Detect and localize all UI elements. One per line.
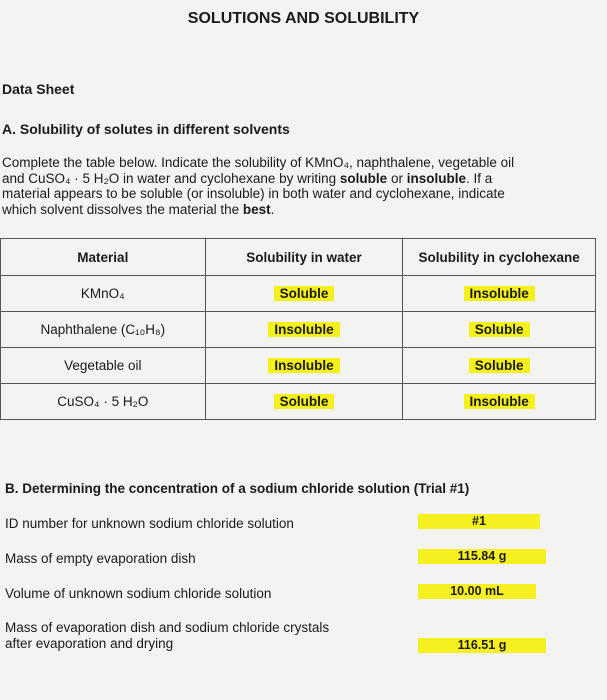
material-cell: KMnO₄ bbox=[1, 276, 206, 312]
material-cell: Vegetable oil bbox=[1, 348, 206, 384]
section-a-instructions bbox=[2, 155, 592, 217]
material-cell: Naphthalene (C₁₀H₈) bbox=[1, 312, 206, 348]
table-header-row bbox=[1, 239, 596, 276]
header-material: Material bbox=[1, 239, 206, 276]
header-cyclohexane: Solubility in cyclohexane bbox=[403, 239, 596, 276]
dish-crystals-value: 116.51 g bbox=[418, 638, 546, 653]
water-solubility-value: Soluble bbox=[274, 286, 335, 301]
data-sheet-heading: Data Sheet bbox=[2, 81, 75, 97]
cyclohexane-solubility-value: Soluble bbox=[469, 358, 530, 373]
table-row bbox=[1, 384, 596, 420]
table-row bbox=[1, 276, 596, 312]
instr-line-4: which solvent dissolves the material the best. bbox=[2, 201, 275, 217]
instr-line-1: Complete the table below. Indicate the solubility of KMnO₄, naphthalene, vegetable oil bbox=[2, 155, 515, 170]
id-number-label: ID number for unknown sodium chloride solution bbox=[5, 516, 294, 531]
solubility-table bbox=[0, 238, 596, 420]
table-row bbox=[1, 312, 596, 348]
empty-dish-value: 115.84 g bbox=[418, 549, 546, 564]
dish-crystals-label: Mass of evaporation dish and sodium chloride crystals after evaporation and drying bbox=[5, 620, 330, 651]
volume-label: Volume of unknown sodium chloride solution bbox=[5, 586, 272, 601]
header-water: Solubility in water bbox=[205, 239, 403, 276]
page-title: SOLUTIONS AND SOLUBILITY bbox=[187, 10, 420, 27]
instr-line-2: and CuSO₄ · 5 H₂O in water and cyclohexane by writing soluble or insoluble. If a bbox=[2, 170, 493, 186]
empty-dish-label: Mass of empty evaporation dish bbox=[5, 551, 196, 566]
volume-value: 10.00 mL bbox=[418, 584, 536, 599]
water-solubility-value: Insoluble bbox=[268, 358, 339, 373]
section-a-heading: A. Solubility of solutes in different solvents bbox=[2, 121, 290, 137]
table-row bbox=[1, 348, 596, 384]
instr-line-3: material appears to be soluble (or insoluble) in both water and cyclohexane, indicate bbox=[2, 186, 505, 201]
cyclohexane-solubility-value: Insoluble bbox=[464, 394, 535, 409]
id-number-value: #1 bbox=[418, 514, 540, 529]
water-solubility-value: Soluble bbox=[274, 394, 335, 409]
cyclohexane-solubility-value: Soluble bbox=[469, 322, 530, 337]
section-b-heading: B. Determining the concentration of a sodium chloride solution (Trial #1) bbox=[5, 481, 470, 496]
water-solubility-value: Insoluble bbox=[268, 322, 339, 337]
material-cell: CuSO₄ · 5 H₂O bbox=[1, 384, 206, 420]
cyclohexane-solubility-value: Insoluble bbox=[464, 286, 535, 301]
